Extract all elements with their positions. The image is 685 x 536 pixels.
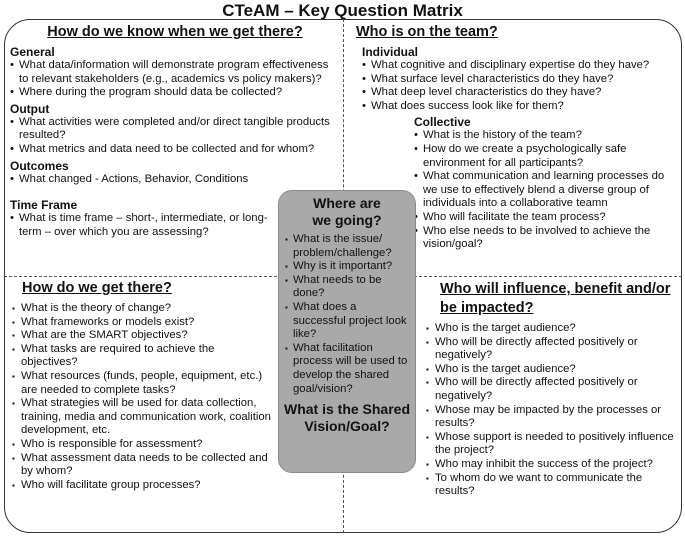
list-item: • What is the history of the team? [414, 129, 672, 143]
list-item: ▪ What needs to be done? [285, 274, 411, 301]
list-item: ▪ Who is the target audience? [426, 322, 676, 336]
list-item: ▪ What frameworks or models exist? [12, 316, 274, 330]
page-title: CTeAM – Key Question Matrix [222, 1, 463, 20]
list-item: ▪ Why is it important? [285, 260, 411, 274]
list-item: ▪ Whose support is needed to positively influence the project? [426, 431, 676, 458]
section-title: Time Frame [10, 198, 78, 213]
section-title: Collective [414, 115, 471, 130]
list-item: • What data/information will demonstrate program effectiveness to relevant stakeholders (e.g., academics vs policy makers)? [10, 59, 340, 86]
section-title: Individual [362, 45, 419, 59]
list-item: • What communication and learning processes do we use to effectively blend a diverse group of individuals into a collaborative teamn [414, 170, 672, 211]
quadrant-heading: How do we get there? [22, 280, 172, 296]
section-title: General [10, 45, 55, 59]
list-item: • What surface level characteristics do they have? [362, 73, 678, 87]
list-item: ▪ Who will be directly affected positively or negatively? [426, 336, 676, 363]
quadrant-heading: How do we know when we get there? [47, 24, 303, 40]
list-item: • Who will facilitate the team process? [414, 211, 672, 225]
list-item: ▪ What is the issue/ problem/challenge? [285, 233, 411, 260]
center-footer: What is the Shared Vision/Goal? [283, 401, 411, 435]
list-item: • What activities were completed and/or direct tangible products resulted? [10, 116, 340, 143]
list-item: ▪ Who will facilitate group processes? [12, 479, 274, 493]
list-item: ▪ What facilitation process will be used to develop the shared goal/vision? [285, 342, 411, 396]
list-item: ▪ What is the theory of change? [12, 302, 274, 316]
section-title: Outcomes [10, 158, 69, 173]
list-item: • How do we create a psychologically safe environment for all participants? [414, 143, 672, 170]
section-title: Output [10, 101, 50, 116]
list-item: ▪ What tasks are required to achieve the objectives? [12, 343, 274, 370]
center-vision-box [278, 190, 416, 473]
list-item: • Who else needs to be involved to achieve the vision/goal? [414, 225, 672, 252]
list-item: • What deep level characteristics do they have? [362, 86, 678, 100]
list-item: ▪ Who may inhibit the success of the project? [426, 458, 676, 472]
list-item: ▪ Whose may be impacted by the processes or results? [426, 404, 676, 431]
quadrant-bottom-right [426, 280, 676, 499]
list-item: • Where during the program should data be collected? [10, 86, 340, 100]
quadrant-heading: Who is on the team? [356, 24, 498, 40]
list-item: • What is time frame – short-, intermediate, or long-term – over which you are assessing? [10, 212, 270, 239]
list-item: ▪ To whom do we want to communicate the results? [426, 472, 676, 499]
list-item: ▪ Who is the target audience? [426, 363, 676, 377]
list-item: ▪ What assessment data needs to be collected and by whom? [12, 452, 274, 479]
list-item: ▪ What are the SMART objectives? [12, 329, 274, 343]
quadrant-heading: Who will influence, benefit and/or be impacted? [440, 281, 671, 316]
quadrant-bottom-left [12, 280, 274, 492]
list-item: ▪ Who will be directly affected positively or negatively? [426, 376, 676, 403]
list-item: • What cognitive and disciplinary expertise do they have? [362, 59, 678, 73]
center-heading: Where are we going? [312, 195, 382, 228]
list-item: ▪ What strategies will be used for data collection, training, media and communication work, coalition development, etc. [12, 397, 274, 438]
list-item: ▪ What resources (funds, people, equipment, etc.) are needed to complete tasks? [12, 370, 274, 397]
list-item: ▪ What does a successful project look like? [285, 301, 411, 342]
list-item: • What does success look like for them? [362, 100, 678, 114]
list-item: ▪ Who is responsible for assessment? [12, 438, 274, 452]
list-item: • What metrics and data need to be collected and for whom? [10, 143, 340, 157]
list-item: • What changed - Actions, Behavior, Conditions [10, 173, 340, 187]
